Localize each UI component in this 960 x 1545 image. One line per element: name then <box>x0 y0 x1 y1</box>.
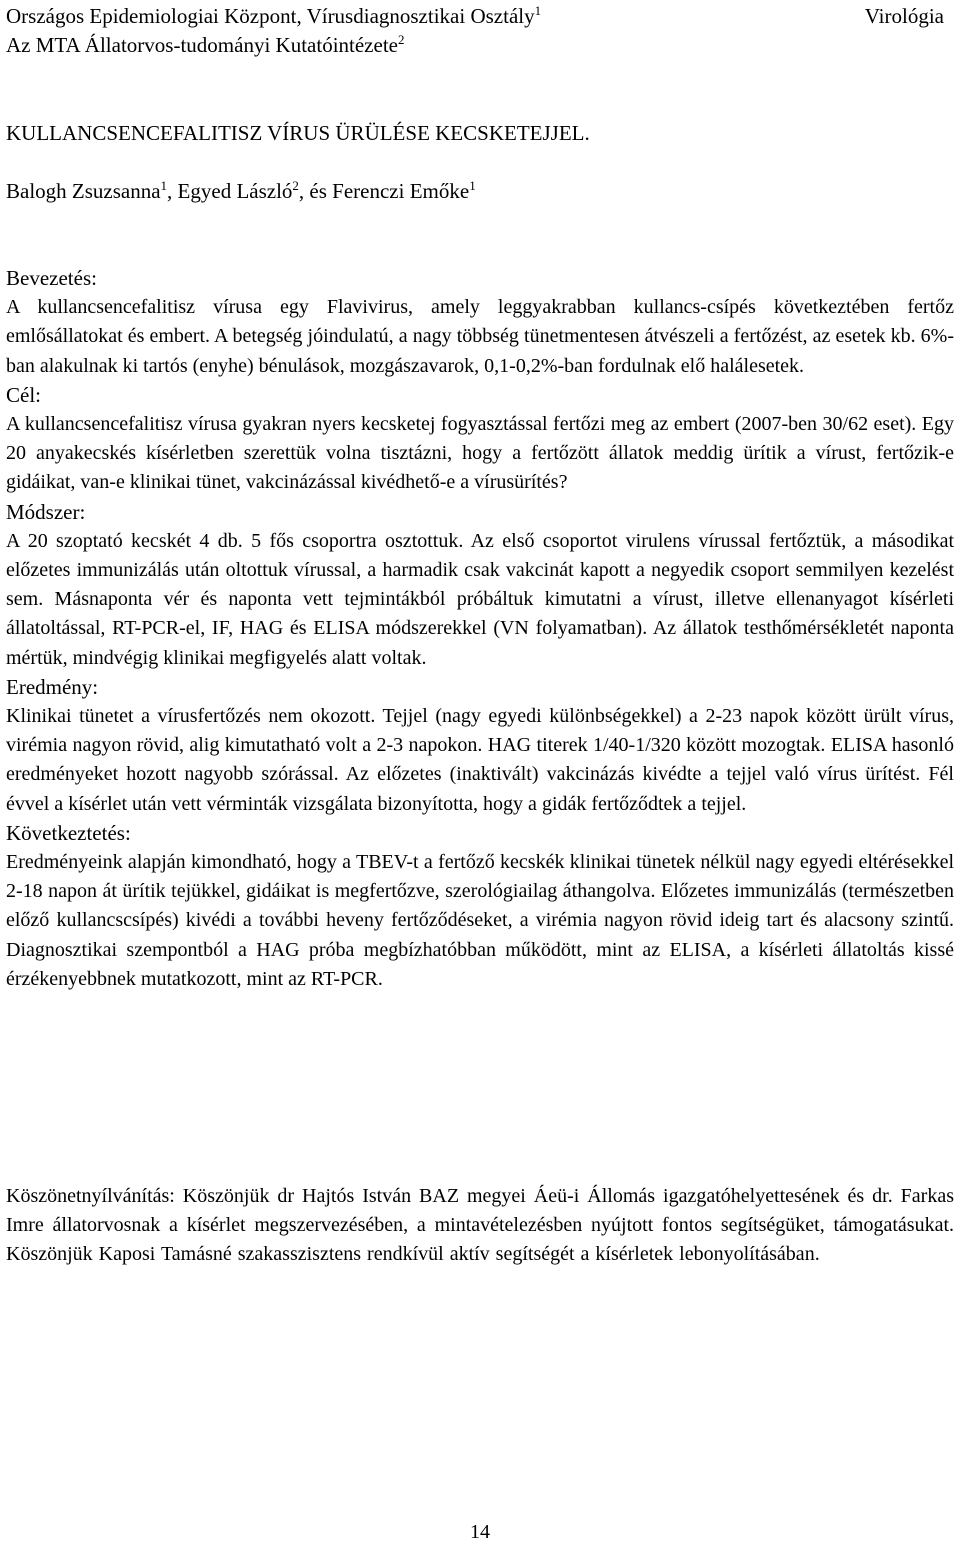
author-affiliation-marker: 1 <box>160 178 168 193</box>
section-heading-method: Módszer: <box>6 499 86 524</box>
author-list: Balogh Zsuzsanna$^1$, Egyed László$^2$, és Ferenczi Emőke$^1$ <box>6 178 476 203</box>
section-heading-conclusion: Következtetés: <box>6 820 131 845</box>
abstract-body <box>6 264 954 994</box>
author-affiliation-marker: 2 <box>292 178 299 193</box>
section-text-aim: A kullancsencefalitisz vírusa gyakran nyers kecsketej fogyasztással fertőzi meg az embert (2007-ben 30/62 eset). Egy 20 anyakecskés kísérletben szerettük volna tisztázni, hogy a fertőzött állatok meddig ürítik a vírust, fertőzik-e gidáikat, van-e klinikai tünet, vakcinázással kivédhető-e a vírusürítés? <box>6 413 954 494</box>
header-affiliation-2: Az MTA Állatorvos-tudományi Kutatóintézete$^2$ <box>6 32 405 57</box>
section-text-introduction: A kullancsencefalitisz vírusa egy Flavivirus, amely leggyakrabban kullancs-csípés következtében fertőz emlősállatokat és embert. A betegség jóindulatú, a nagy többség tünetmentesen átvészeli a fertőzést, az esetek kb. 6%-ban alakulnak ki tartós (enyhe) bénulások, mozgászavarok, 0,1-0,2%-ban fordulnak elő halálesetek. <box>6 296 954 377</box>
paper-title: KULLANCSENCEFALITISZ VÍRUS ÜRÜLÉSE KECSKETEJJEL. <box>6 121 590 145</box>
header-affiliation-1: Országos Epidemiologiai Központ, Vírusdiagnosztikai Osztály$^1$ <box>6 3 542 28</box>
affiliation-1-marker: 1 <box>534 3 542 18</box>
author-name: Egyed László <box>177 179 293 203</box>
affiliation-2-marker: 2 <box>397 32 405 47</box>
author-affiliation-marker: 1 <box>469 178 476 193</box>
author-name: Balogh Zsuzsanna <box>6 179 161 203</box>
page-number: 14 <box>470 1521 490 1543</box>
section-text-conclusion: Eredményeink alapján kimondható, hogy a TBEV-t a fertőző kecskék klinikai tünetek nélkül nagy egyedi eltérésekkel 2-18 napon át ürítik tejükkel, gidáikat is megfertőzve, szerológiailag áthangolva. Előzetes immunizálás (természetben előző kullancscsípés) kivédi a további heveny fertőződéseket, a virémia nagyon rövid ideig tart és alacsony szintű. Diagnosztikai szempontból a HAG próba megbízhatóbban működött, mint az ELISA, a kísérleti állatoltás kissé érzékenyebbnek mutatkozott, mint az RT-PCR. <box>6 851 954 990</box>
author-name: Ferenczi Emőke <box>332 179 470 203</box>
section-text-results: Klinikai tünetet a vírusfertőzés nem okozott. Tejjel (nagy egyedi különbségekkel) a 2-23 napok között ürült vírus, virémia nagyon rövid, alig kimutatható volt a 2-3 napokon. HAG titerek 1/40-1/320 között mozogtak. ELISA hasonló eredményeket hozott nagyobb szórással. Az előzetes (inaktivált) vakcinázás kivédte a tejjel való vírus ürítést. Fél évvel a kísérlet után vett vérminták vizsgálata bizonyította, hogy a gidák fertőződtek a tejjel. <box>6 705 954 815</box>
header-section-name: Virológia <box>864 4 944 28</box>
section-text-method: A 20 szoptató kecskét 4 db. 5 fős csoportra osztottuk. Az első csoportot virulens vírussal fertőztük, a másodikat előzetes immunizálás után oltottuk vírussal, a harmadik csak vakcinát kapott a negyedik csoport semmilyen kezelést sem. Másnaponta vér és naponta vett tejmintákból próbáltuk kimutatni a vírust, illetve ellenanyagot kísérleti állatoltással, RT-PCR-el, IF, HAG és ELISA módszerekkel (VN folyamatban). Az állatok testhőmérsékletét naponta mértük, mindvégig klinikai megfigyelés alatt voltak. <box>6 529 954 669</box>
section-heading-introduction: Bevezetés: <box>6 266 97 290</box>
page-header <box>6 2 954 60</box>
header-affiliations <box>6 2 541 60</box>
acknowledgement-paragraph: Köszönetnyílvánítás: Köszönjük dr Hajtós István BAZ megyei Áeü-i Állomás igazgatóhelyettesének és dr. Farkas Imre állatorvosnak a kísérlet megszervezésében, a mintavételezésben nyújtott fontos segítségüket, támogatásukat. Köszönjük Kaposi Tamásné szakasszisztens rendkívül aktív segítségét a kísérletek lebonyolításában. <box>6 1185 954 1266</box>
section-heading-aim: Cél: <box>6 382 41 407</box>
section-heading-results: Eredmény: <box>6 674 99 699</box>
